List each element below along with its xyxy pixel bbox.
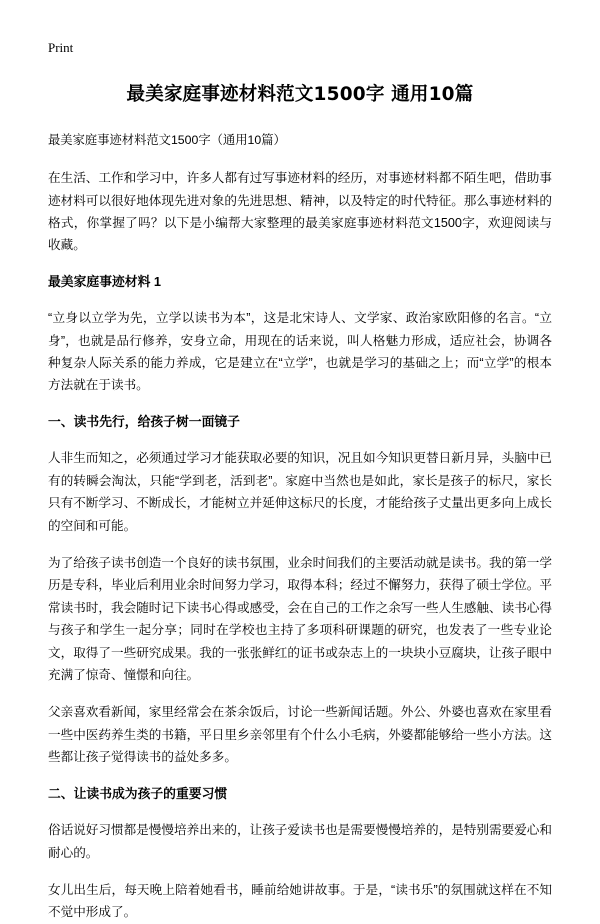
body-paragraph: 女儿出生后，每天晚上陪着她看书，睡前给她讲故事。于是，“读书乐”的氛围就这样在不知不觉中形成了。	[48, 882, 552, 920]
section-heading: 一、读书先行，给孩子树一面镜子	[48, 413, 240, 429]
body-paragraph: 人非生而知之，必须通过学习才能获取必要的知识，况且如今知识更替日新月异，头脑中已有的转瞬会淘汰，只能“学到老，活到老”。家庭中当然也是如此，家长是孩子的标尺，家长只有不断学习、不断成长，才能树立并延伸这标尺的长度，才能给孩子丈量出更多向上成长的空间和可能。	[48, 451, 552, 533]
section-heading: 最美家庭事迹材料 1	[48, 273, 162, 289]
body-paragraph: 为了给孩子读书创造一个良好的读书氛围，业余时间我们的主要活动就是读书。我的第一学历是专科，毕业后利用业余时间努力学习，取得本科；经过不懈努力，获得了硕士学位。平常读书时，我会随时记下读书心得或感受，会在自己的工作之余写一些人生感触、读书心得与孩子和学生一起分享；同时在学校也主持了多项科研课题的研究，也发表了一些专业论文，取得了一些研究成果。我的一张张鲜红的证书或杂志上的一块块小豆腐块，让孩子眼中充满了惊奇、憧憬和向往。	[48, 555, 552, 682]
print-label[interactable]: Print	[48, 40, 74, 55]
body-paragraph: 父亲喜欢看新闻，家里经常会在茶余饭后，讨论一些新闻话题。外公、外婆也喜欢在家里看一些中医药养生类的书籍，平日里乡亲邻里有个什么小毛病，外婆都能够给一些小方法。这些都让孩子觉得读书的益处多多。	[48, 705, 552, 765]
document-subtitle: 最美家庭事迹材料范文1500字（通用10篇）	[48, 133, 286, 148]
body-paragraph: “立身以立学为先，立学以读书为本”，这是北宋诗人、文学家、政治家欧阳修的名言。“立身”，也就是品行修养，安身立命，用现在的话来说，叫人格魅力形成，适应社会，协调各种复杂人际关系的能力养成，它是建立在“立学”，也就是学习的基础之上；而“立学”的根本方法就在于读书。	[48, 311, 552, 393]
body-paragraph: 在生活、工作和学习中，许多人都有过写事迹材料的经历，对事迹材料都不陌生吧，借助事迹材料可以很好地体现先进对象的先进思想、精神，以及特定的时代特征。那么事迹材料的格式，你掌握了吗？以下是小编帮大家整理的最美家庭事迹材料范文1500字，欢迎阅读与收藏。	[48, 171, 552, 253]
page-title: 最美家庭事迹材料范文1500字 通用10篇	[126, 83, 474, 105]
section-heading: 二、让读书成为孩子的重要习惯	[48, 785, 228, 801]
body-paragraph: 俗话说好习惯都是慢慢培养出来的，让孩子爱读书也是需要慢慢培养的，是特别需要爱心和耐心的。	[48, 823, 552, 860]
document-body	[48, 167, 552, 924]
